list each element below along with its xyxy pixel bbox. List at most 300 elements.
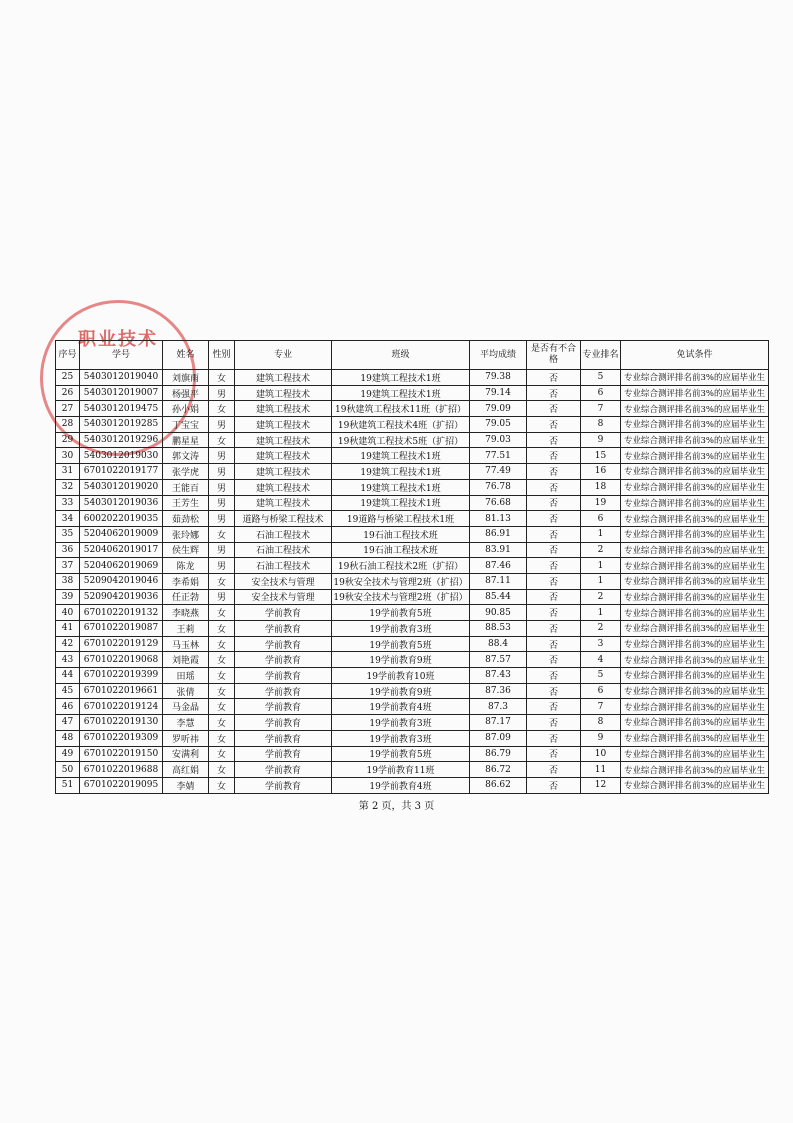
cell-gender: 女 [209,699,235,715]
cell-class: 19建筑工程技术1班 [332,464,470,480]
table-row [56,417,769,433]
table-row [56,652,769,668]
cell-has-failed: 否 [527,699,581,715]
cell-exemption-condition: 专业综合测评排名前3%的应届毕业生 [621,652,769,668]
cell-average-score: 79.09 [470,401,527,417]
cell-exemption-condition: 专业综合测评排名前3%的应届毕业生 [621,526,769,542]
cell-seq: 37 [56,558,80,574]
cell-exemption-condition: 专业综合测评排名前3%的应届毕业生 [621,432,769,448]
cell-average-score: 76.68 [470,495,527,511]
cell-major: 建筑工程技术 [235,385,332,401]
cell-exemption-condition: 专业综合测评排名前3%的应届毕业生 [621,715,769,731]
cell-gender: 女 [209,668,235,684]
cell-gender: 男 [209,589,235,605]
cell-seq: 35 [56,526,80,542]
cell-has-failed: 否 [527,652,581,668]
cell-gender: 女 [209,762,235,778]
cell-gender: 男 [209,495,235,511]
table-row [56,401,769,417]
table-row [56,448,769,464]
cell-major-rank: 1 [581,558,621,574]
cell-gender: 女 [209,401,235,417]
cell-exemption-condition: 专业综合测评排名前3%的应届毕业生 [621,542,769,558]
cell-seq: 51 [56,777,80,793]
cell-major-rank: 19 [581,495,621,511]
cell-student-id: 6701022019095 [80,777,163,793]
header-major: 专业 [235,341,332,370]
cell-major: 安全技术与管理 [235,589,332,605]
table-row [56,432,769,448]
table-row [56,668,769,684]
cell-major-rank: 2 [581,621,621,637]
cell-seq: 28 [56,417,80,433]
cell-class: 19学前教育4班 [332,699,470,715]
cell-gender: 女 [209,636,235,652]
cell-has-failed: 否 [527,385,581,401]
cell-has-failed: 否 [527,542,581,558]
cell-student-id: 5403012019285 [80,417,163,433]
cell-gender: 女 [209,432,235,448]
cell-name: 李婧 [163,777,209,793]
cell-student-id: 6701022019124 [80,699,163,715]
cell-name: 李慧 [163,715,209,731]
table-row [56,495,769,511]
cell-student-id: 6701022019309 [80,730,163,746]
cell-student-id: 6701022019130 [80,715,163,731]
cell-major: 建筑工程技术 [235,495,332,511]
cell-has-failed: 否 [527,668,581,684]
cell-seq: 48 [56,730,80,746]
cell-has-failed: 否 [527,683,581,699]
cell-class: 19学前教育3班 [332,730,470,746]
cell-major-rank: 6 [581,511,621,527]
table-row [56,542,769,558]
cell-seq: 43 [56,652,80,668]
cell-major: 学前教育 [235,746,332,762]
cell-exemption-condition: 专业综合测评排名前3%的应届毕业生 [621,479,769,495]
cell-major-rank: 9 [581,432,621,448]
cell-major-rank: 9 [581,730,621,746]
cell-student-id: 5209042019046 [80,573,163,589]
cell-average-score: 86.79 [470,746,527,762]
cell-student-id: 5403012019296 [80,432,163,448]
cell-major: 学前教育 [235,652,332,668]
cell-student-id: 6701022019132 [80,605,163,621]
cell-average-score: 79.05 [470,417,527,433]
cell-exemption-condition: 专业综合测评排名前3%的应届毕业生 [621,621,769,637]
cell-seq: 40 [56,605,80,621]
cell-gender: 男 [209,417,235,433]
cell-student-id: 5204062019009 [80,526,163,542]
cell-name: 罗听祎 [163,730,209,746]
cell-name: 刘旗雨 [163,370,209,386]
cell-student-id: 5403012019036 [80,495,163,511]
cell-major-rank: 6 [581,385,621,401]
table-row [56,621,769,637]
cell-student-id: 5209042019036 [80,589,163,605]
cell-exemption-condition: 专业综合测评排名前3%的应届毕业生 [621,762,769,778]
cell-class: 19学前教育9班 [332,652,470,668]
cell-name: 鹏星星 [163,432,209,448]
table-row [56,683,769,699]
table-row [56,479,769,495]
table-body [56,370,769,794]
cell-class: 19学前教育3班 [332,621,470,637]
cell-major-rank: 1 [581,605,621,621]
cell-name: 杨强平 [163,385,209,401]
cell-major-rank: 6 [581,683,621,699]
cell-gender: 男 [209,479,235,495]
cell-major: 学前教育 [235,668,332,684]
cell-gender: 女 [209,777,235,793]
cell-average-score: 87.17 [470,715,527,731]
cell-gender: 女 [209,730,235,746]
cell-gender: 女 [209,715,235,731]
cell-major: 建筑工程技术 [235,401,332,417]
cell-has-failed: 否 [527,589,581,605]
cell-has-failed: 否 [527,464,581,480]
cell-average-score: 87.3 [470,699,527,715]
cell-exemption-condition: 专业综合测评排名前3%的应届毕业生 [621,605,769,621]
cell-major: 学前教育 [235,683,332,699]
cell-student-id: 5204062019069 [80,558,163,574]
cell-gender: 女 [209,573,235,589]
table-row [56,636,769,652]
cell-major-rank: 2 [581,542,621,558]
cell-major: 建筑工程技术 [235,370,332,386]
cell-class: 19石油工程技术班 [332,542,470,558]
cell-gender: 男 [209,448,235,464]
table-row [56,699,769,715]
table-row [56,589,769,605]
cell-major: 学前教育 [235,636,332,652]
cell-has-failed: 否 [527,479,581,495]
cell-seq: 26 [56,385,80,401]
cell-average-score: 86.72 [470,762,527,778]
cell-has-failed: 否 [527,777,581,793]
cell-exemption-condition: 专业综合测评排名前3%的应届毕业生 [621,558,769,574]
cell-student-id: 6701022019177 [80,464,163,480]
cell-student-id: 5403012019030 [80,448,163,464]
cell-seq: 42 [56,636,80,652]
cell-average-score: 86.62 [470,777,527,793]
cell-has-failed: 否 [527,448,581,464]
cell-gender: 男 [209,511,235,527]
exemption-list-table [55,340,769,794]
cell-average-score: 87.46 [470,558,527,574]
cell-exemption-condition: 专业综合测评排名前3%的应届毕业生 [621,668,769,684]
cell-has-failed: 否 [527,370,581,386]
cell-major-rank: 5 [581,668,621,684]
cell-name: 安满利 [163,746,209,762]
cell-student-id: 6701022019068 [80,652,163,668]
cell-has-failed: 否 [527,526,581,542]
cell-major-rank: 12 [581,777,621,793]
table-row [56,385,769,401]
cell-average-score: 88.4 [470,636,527,652]
cell-seq: 36 [56,542,80,558]
cell-gender: 女 [209,652,235,668]
cell-class: 19石油工程技术班 [332,526,470,542]
cell-name: 李希娟 [163,573,209,589]
cell-exemption-condition: 专业综合测评排名前3%的应届毕业生 [621,385,769,401]
cell-major: 建筑工程技术 [235,417,332,433]
cell-major: 学前教育 [235,777,332,793]
cell-student-id: 6701022019661 [80,683,163,699]
cell-has-failed: 否 [527,762,581,778]
cell-exemption-condition: 专业综合测评排名前3%的应届毕业生 [621,370,769,386]
cell-has-failed: 否 [527,605,581,621]
cell-major-rank: 3 [581,636,621,652]
cell-major-rank: 7 [581,699,621,715]
cell-seq: 32 [56,479,80,495]
header-has-failed: 是否有不合格 [527,341,581,370]
cell-average-score: 87.43 [470,668,527,684]
cell-gender: 女 [209,526,235,542]
cell-has-failed: 否 [527,730,581,746]
cell-has-failed: 否 [527,558,581,574]
cell-seq: 29 [56,432,80,448]
seal-text: 职业技术 [78,329,158,350]
cell-name: 李晓燕 [163,605,209,621]
cell-exemption-condition: 专业综合测评排名前3%的应届毕业生 [621,683,769,699]
cell-seq: 33 [56,495,80,511]
cell-major-rank: 10 [581,746,621,762]
cell-exemption-condition: 专业综合测评排名前3%的应届毕业生 [621,417,769,433]
cell-exemption-condition: 专业综合测评排名前3%的应届毕业生 [621,511,769,527]
cell-student-id: 6701022019688 [80,762,163,778]
cell-class: 19建筑工程技术1班 [332,479,470,495]
cell-average-score: 79.03 [470,432,527,448]
cell-class: 19秋建筑工程技术11班（扩招） [332,401,470,417]
cell-name: 茹劲松 [163,511,209,527]
table-row [56,511,769,527]
cell-major: 建筑工程技术 [235,432,332,448]
cell-student-id: 5403012019040 [80,370,163,386]
cell-major-rank: 8 [581,417,621,433]
cell-gender: 女 [209,605,235,621]
cell-exemption-condition: 专业综合测评排名前3%的应届毕业生 [621,589,769,605]
table-row [56,464,769,480]
cell-name: 王莉 [163,621,209,637]
cell-has-failed: 否 [527,621,581,637]
cell-name: 刘艳霞 [163,652,209,668]
cell-exemption-condition: 专业综合测评排名前3%的应届毕业生 [621,495,769,511]
cell-major: 建筑工程技术 [235,479,332,495]
cell-name: 孙小娟 [163,401,209,417]
table-row [56,715,769,731]
cell-seq: 25 [56,370,80,386]
cell-name: 丁宝宝 [163,417,209,433]
cell-has-failed: 否 [527,495,581,511]
cell-student-id: 5204062019017 [80,542,163,558]
cell-has-failed: 否 [527,511,581,527]
cell-gender: 女 [209,370,235,386]
cell-seq: 45 [56,683,80,699]
cell-major-rank: 18 [581,479,621,495]
cell-average-score: 87.11 [470,573,527,589]
table-row [56,558,769,574]
cell-seq: 46 [56,699,80,715]
cell-student-id: 5403012019007 [80,385,163,401]
cell-average-score: 79.38 [470,370,527,386]
cell-class: 19建筑工程技术1班 [332,448,470,464]
cell-seq: 47 [56,715,80,731]
cell-major-rank: 8 [581,715,621,731]
cell-exemption-condition: 专业综合测评排名前3%的应届毕业生 [621,573,769,589]
cell-class: 19秋安全技术与管理2班（扩招） [332,589,470,605]
cell-major-rank: 1 [581,526,621,542]
cell-name: 张倩 [163,683,209,699]
cell-class: 19秋安全技术与管理2班（扩招） [332,573,470,589]
cell-seq: 38 [56,573,80,589]
cell-class: 19学前教育4班 [332,777,470,793]
cell-gender: 男 [209,385,235,401]
cell-exemption-condition: 专业综合测评排名前3%的应届毕业生 [621,401,769,417]
cell-class: 19秋石油工程技术2班（扩招） [332,558,470,574]
cell-average-score: 77.49 [470,464,527,480]
cell-average-score: 90.85 [470,605,527,621]
cell-gender: 女 [209,621,235,637]
cell-gender: 男 [209,542,235,558]
cell-has-failed: 否 [527,636,581,652]
cell-name: 张玲娜 [163,526,209,542]
cell-gender: 女 [209,683,235,699]
table-header-row [56,341,769,370]
cell-seq: 39 [56,589,80,605]
header-exemption-condition: 免试条件 [621,341,769,370]
header-major-rank: 专业排名 [581,341,621,370]
cell-exemption-condition: 专业综合测评排名前3%的应届毕业生 [621,746,769,762]
cell-major: 石油工程技术 [235,526,332,542]
cell-major: 建筑工程技术 [235,464,332,480]
table-row [56,370,769,386]
cell-class: 19建筑工程技术1班 [332,495,470,511]
cell-average-score: 87.36 [470,683,527,699]
table-row [56,730,769,746]
cell-student-id: 6002022019035 [80,511,163,527]
cell-class: 19学前教育11班 [332,762,470,778]
cell-student-id: 5403012019020 [80,479,163,495]
cell-seq: 49 [56,746,80,762]
header-student-id: 学号 [80,341,163,370]
cell-name: 王芳生 [163,495,209,511]
page-footer: 第 2 页，共 3 页 [358,801,435,812]
cell-name: 郭文涛 [163,448,209,464]
cell-major: 学前教育 [235,605,332,621]
cell-average-score: 77.51 [470,448,527,464]
cell-student-id: 6701022019087 [80,621,163,637]
cell-has-failed: 否 [527,417,581,433]
cell-seq: 31 [56,464,80,480]
cell-class: 19建筑工程技术1班 [332,370,470,386]
cell-exemption-condition: 专业综合测评排名前3%的应届毕业生 [621,464,769,480]
cell-average-score: 88.53 [470,621,527,637]
cell-class: 19学前教育5班 [332,636,470,652]
cell-student-id: 6701022019150 [80,746,163,762]
cell-exemption-condition: 专业综合测评排名前3%的应届毕业生 [621,730,769,746]
cell-seq: 50 [56,762,80,778]
cell-exemption-condition: 专业综合测评排名前3%的应届毕业生 [621,636,769,652]
cell-class: 19秋建筑工程技术5班（扩招） [332,432,470,448]
cell-class: 19学前教育9班 [332,683,470,699]
cell-seq: 27 [56,401,80,417]
cell-major: 建筑工程技术 [235,448,332,464]
cell-gender: 女 [209,746,235,762]
cell-exemption-condition: 专业综合测评排名前3%的应届毕业生 [621,777,769,793]
cell-major-rank: 16 [581,464,621,480]
cell-major: 石油工程技术 [235,558,332,574]
table-row [56,746,769,762]
table-row [56,573,769,589]
cell-major: 石油工程技术 [235,542,332,558]
cell-name: 侯生辉 [163,542,209,558]
table-row [56,777,769,793]
cell-name: 田瑶 [163,668,209,684]
cell-has-failed: 否 [527,746,581,762]
cell-seq: 30 [56,448,80,464]
cell-has-failed: 否 [527,432,581,448]
header-gender: 性别 [209,341,235,370]
cell-name: 陈龙 [163,558,209,574]
cell-average-score: 87.09 [470,730,527,746]
cell-major: 学前教育 [235,762,332,778]
cell-average-score: 76.78 [470,479,527,495]
cell-major-rank: 4 [581,652,621,668]
cell-average-score: 86.91 [470,526,527,542]
cell-gender: 男 [209,558,235,574]
header-average-score: 平均成绩 [470,341,527,370]
cell-name: 马玉林 [163,636,209,652]
cell-class: 19秋建筑工程技术4班（扩招） [332,417,470,433]
header-seq: 序号 [56,341,80,370]
cell-student-id: 6701022019399 [80,668,163,684]
cell-major-rank: 1 [581,573,621,589]
cell-class: 19学前教育3班 [332,715,470,731]
cell-student-id: 5403012019475 [80,401,163,417]
cell-name: 任正勃 [163,589,209,605]
cell-has-failed: 否 [527,401,581,417]
cell-gender: 男 [209,464,235,480]
table-row [56,762,769,778]
cell-major: 安全技术与管理 [235,573,332,589]
cell-name: 高红娟 [163,762,209,778]
cell-has-failed: 否 [527,715,581,731]
cell-student-id: 6701022019129 [80,636,163,652]
cell-name: 王能百 [163,479,209,495]
cell-major-rank: 11 [581,762,621,778]
header-class: 班级 [332,341,470,370]
cell-class: 19学前教育10班 [332,668,470,684]
cell-seq: 44 [56,668,80,684]
cell-major: 学前教育 [235,621,332,637]
cell-seq: 34 [56,511,80,527]
cell-has-failed: 否 [527,573,581,589]
table-row [56,526,769,542]
cell-average-score: 85.44 [470,589,527,605]
cell-average-score: 79.14 [470,385,527,401]
cell-major-rank: 2 [581,589,621,605]
cell-class: 19学前教育5班 [332,605,470,621]
cell-major: 道路与桥梁工程技术 [235,511,332,527]
cell-average-score: 83.91 [470,542,527,558]
cell-exemption-condition: 专业综合测评排名前3%的应届毕业生 [621,699,769,715]
cell-average-score: 87.57 [470,652,527,668]
cell-name: 张学虎 [163,464,209,480]
cell-class: 19学前教育5班 [332,746,470,762]
cell-major: 学前教育 [235,730,332,746]
cell-class: 19建筑工程技术1班 [332,385,470,401]
